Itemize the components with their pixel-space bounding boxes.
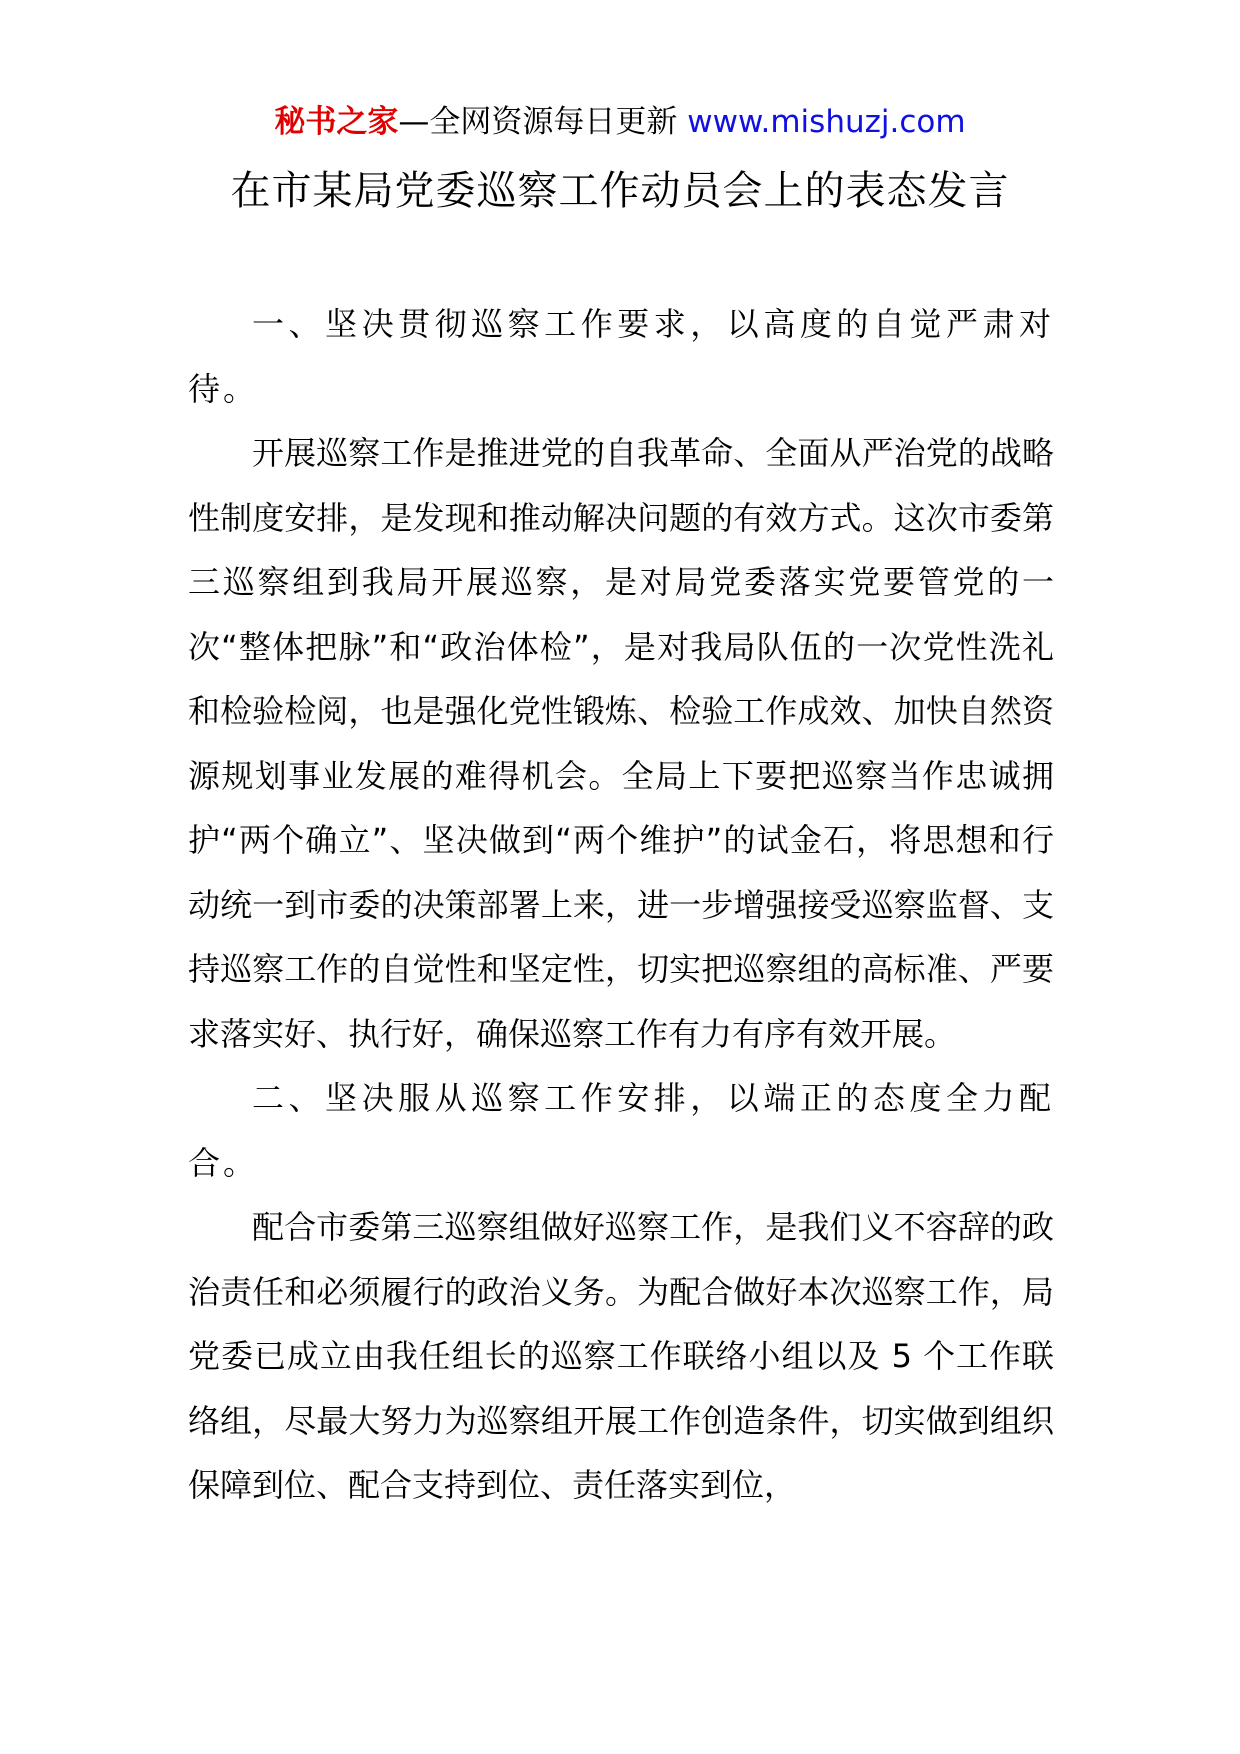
section-heading-2: 二、坚决服从巡察工作安排，以端正的态度全力配合。	[188, 1079, 1054, 1182]
body-paragraph-2: 配合市委第三巡察组做好巡察工作，是我们义不容辞的政治责任和必须履行的政治义务。为配合做好本次巡察工作，局党委已成立由我任组长的巡察工作联络小组以及 5 个工作联络组，尽最大努力为巡察组开展工作创造条件，切实做到组织保障到位、配合支持到位、责任落实到位，	[188, 1208, 1054, 1504]
site-header	[0, 100, 1240, 144]
site-url-link[interactable]: www.mishuzj.com	[687, 104, 966, 140]
document-body	[188, 292, 1054, 1518]
document-title: 在市某局党委巡察工作动员会上的表态发言	[230, 168, 1010, 214]
body-paragraph-1: 开展巡察工作是推进党的自我革命、全面从严治党的战略性制度安排，是发现和推动解决问题的有效方式。这次市委第三巡察组到我局开展巡察，是对局党委落实党要管党的一次“整体把脉”和“政治体检”，是对我局队伍的一次党性洗礼和检验检阅，也是强化党性锻炼、检验工作成效、加快自然资源规划事业发展的难得机会。全局上下要把巡察当作忠诚拥护“两个确立”、坚决做到“两个维护”的试金石，将思想和行动统一到市委的决策部署上来，进一步增强接受巡察监督、支持巡察工作的自觉性和坚定性，切实把巡察组的高标准、严要求落实好、执行好，确保巡察工作有力有序有效开展。	[188, 434, 1054, 1053]
brand-name: 秘书之家	[274, 104, 399, 140]
header-tagline: —全网资源每日更新	[398, 104, 678, 140]
section-heading-1: 一、坚决贯彻巡察工作要求，以高度的自觉严肃对待。	[188, 305, 1054, 408]
